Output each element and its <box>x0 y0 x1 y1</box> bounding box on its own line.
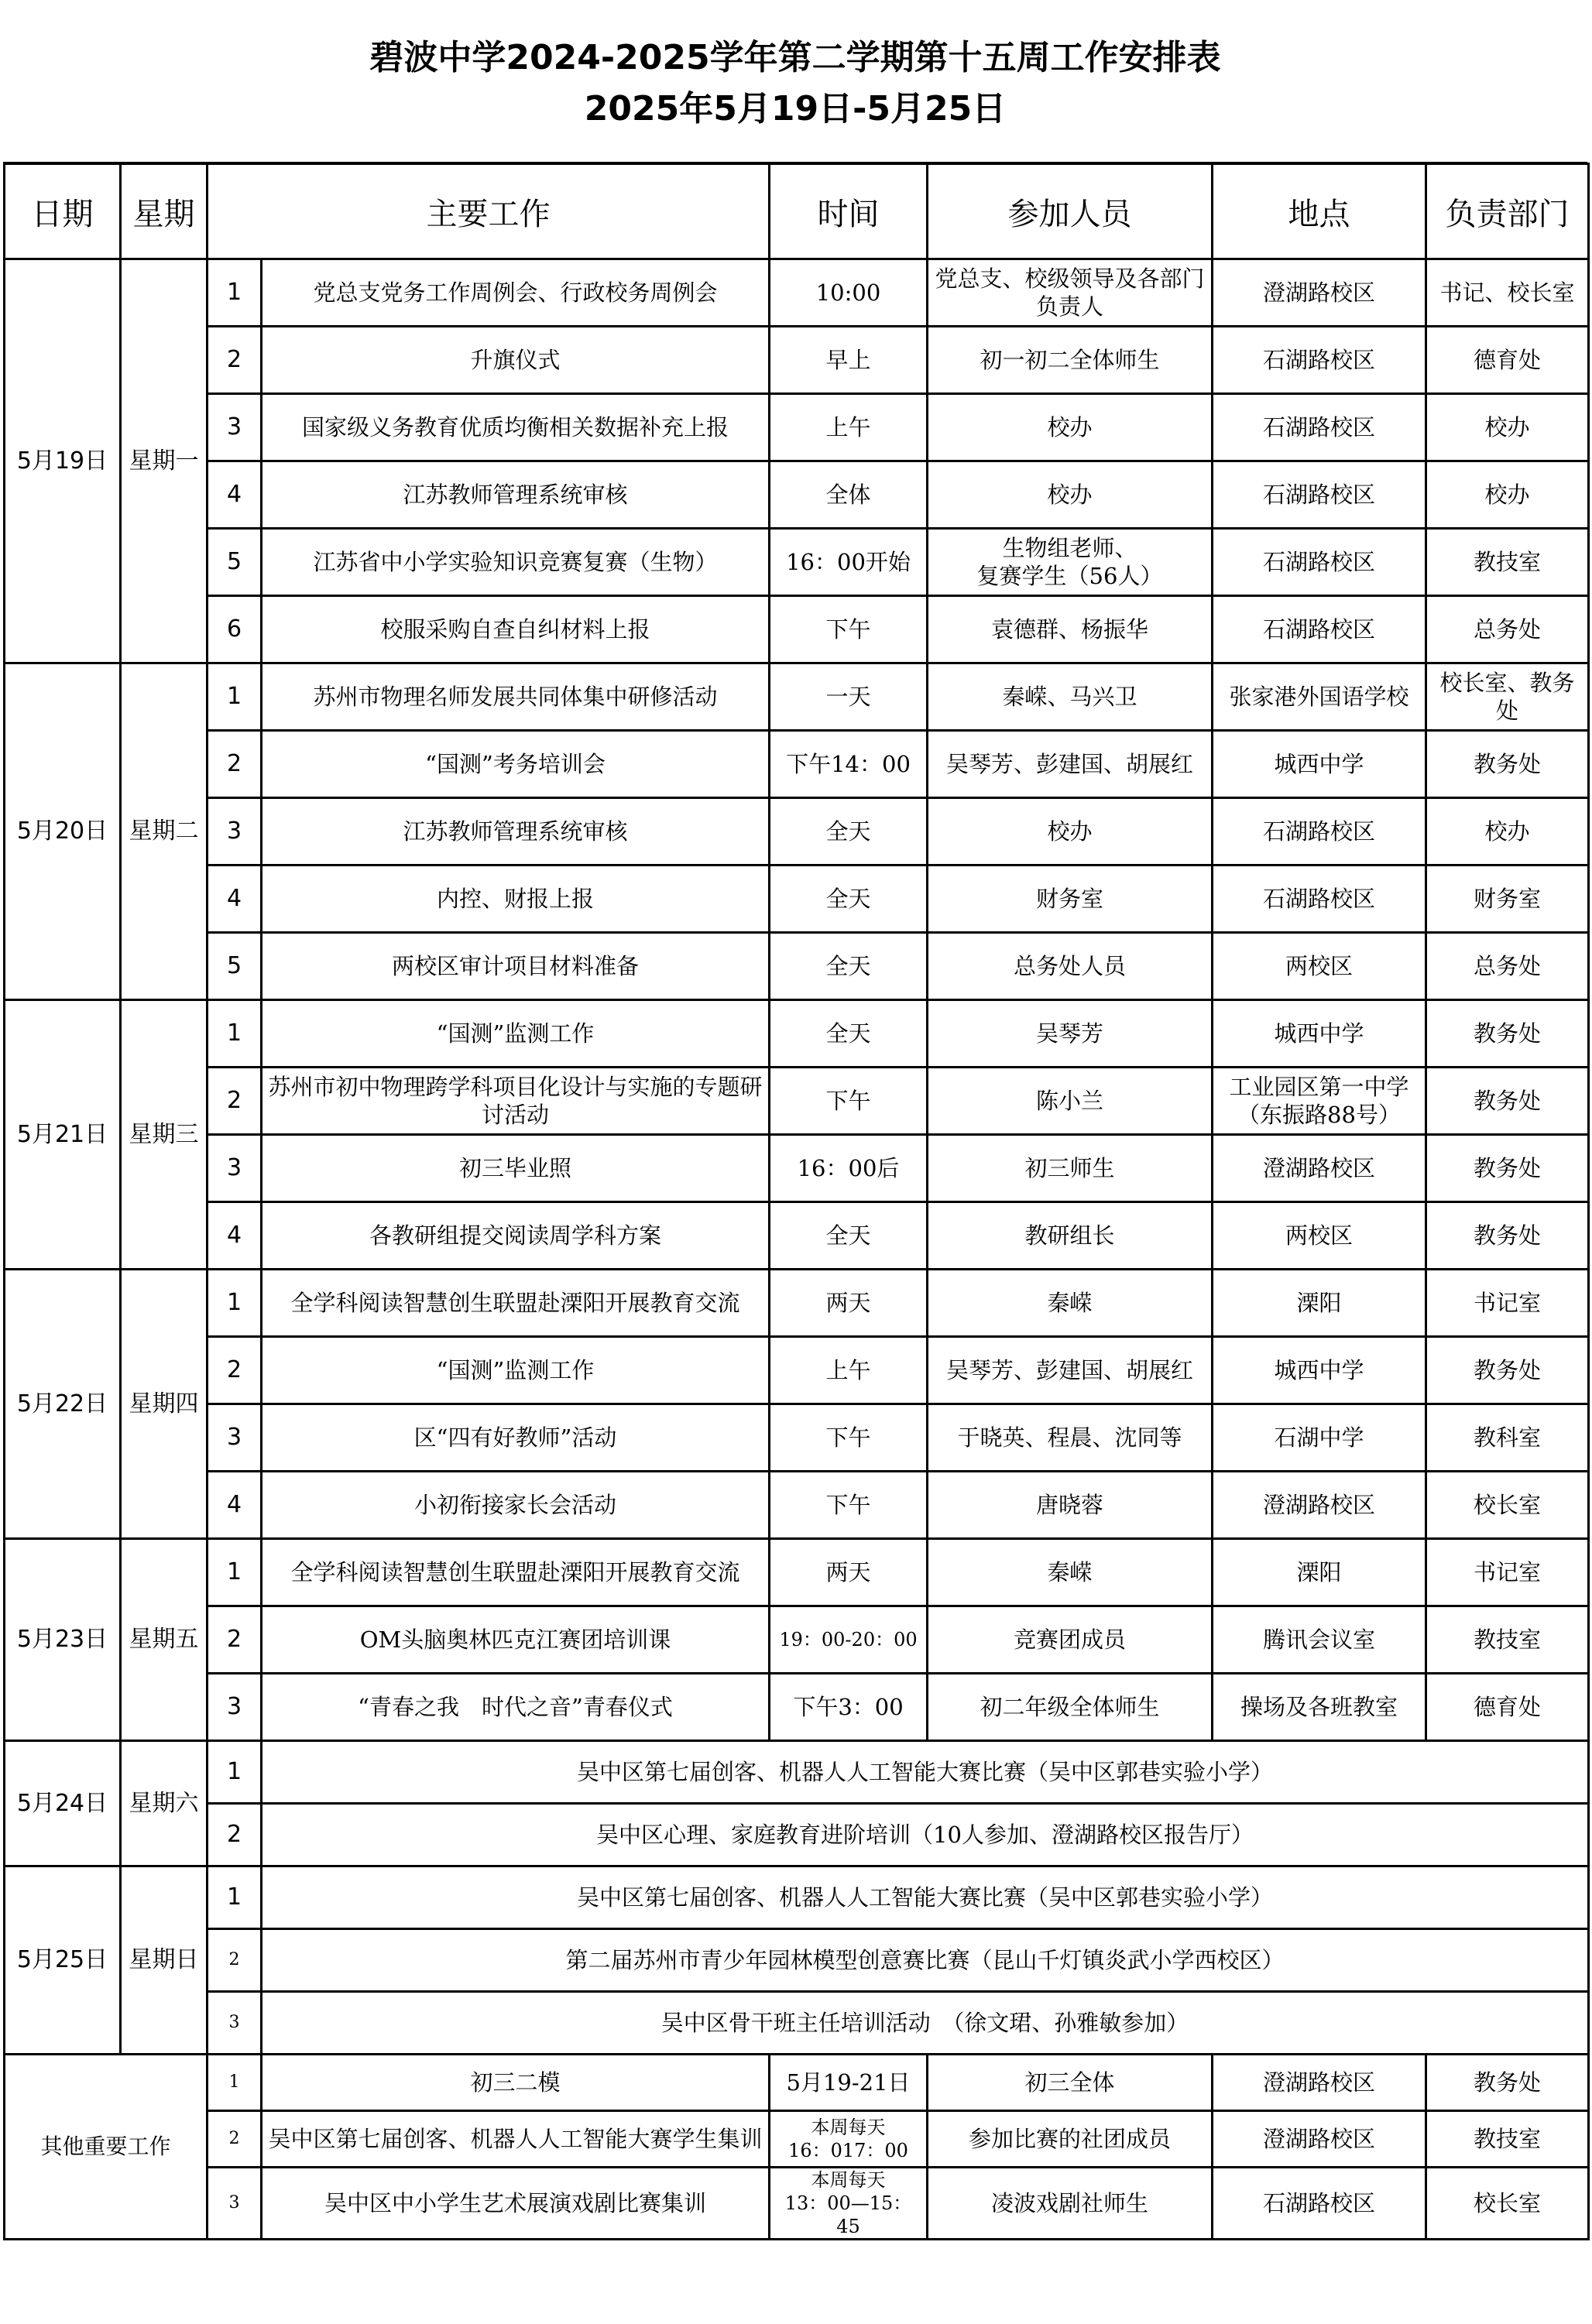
table-row <box>5 1270 1589 1337</box>
table-row <box>5 1068 1589 1135</box>
location-cell: 石湖路校区 <box>1213 327 1426 394</box>
header-work: 主要工作 <box>208 164 770 259</box>
table-row <box>5 1804 1589 1866</box>
item-number: 1 <box>208 1866 262 1929</box>
participants-cell: 校办 <box>928 798 1213 866</box>
table-row <box>5 663 1589 731</box>
location-cell: 溧阳 <box>1213 1270 1426 1337</box>
time-cell: 上午 <box>770 394 928 461</box>
participants-cell: 吴琴芳、彭建国、胡展红 <box>928 1337 1213 1404</box>
time-cell: 全天 <box>770 1202 928 1270</box>
work-cell: 小初衔接家长会活动 <box>262 1472 770 1539</box>
time-cell: 下午 <box>770 1068 928 1135</box>
table-row <box>5 1674 1589 1741</box>
header-date: 日期 <box>5 164 121 259</box>
event-cell: 吴中区心理、家庭教育进阶培训（10人参加、澄湖路校区报告厅） <box>262 1804 1589 1866</box>
department-cell: 教务处 <box>1426 1202 1589 1270</box>
table-row <box>5 1741 1589 1804</box>
department-cell: 教务处 <box>1426 1337 1589 1404</box>
location-cell: 操场及各班教室 <box>1213 1674 1426 1741</box>
time-cell: 5月19-21日 <box>770 2055 928 2111</box>
date-cell: 5月24日 <box>5 1741 121 1866</box>
location-cell: 城西中学 <box>1213 1000 1426 1068</box>
department-cell: 书记室 <box>1426 1539 1589 1606</box>
location-cell: 澄湖路校区 <box>1213 1472 1426 1539</box>
item-number: 2 <box>208 731 262 798</box>
time-cell: 全天 <box>770 866 928 933</box>
department-cell: 校长室 <box>1426 2168 1589 2240</box>
table-row <box>5 461 1589 529</box>
location-cell: 石湖路校区 <box>1213 866 1426 933</box>
item-number: 3 <box>208 394 262 461</box>
time-cell: 下午 <box>770 1404 928 1472</box>
work-cell: 两校区审计项目材料准备 <box>262 933 770 1000</box>
work-cell: 党总支党务工作周例会、行政校务周例会 <box>262 259 770 327</box>
item-number: 2 <box>208 1804 262 1866</box>
department-cell: 教务处 <box>1426 1135 1589 1202</box>
participants-cell: 初三师生 <box>928 1135 1213 1202</box>
work-cell: 校服采购自查自纠材料上报 <box>262 596 770 663</box>
header-department: 负责部门 <box>1426 164 1589 259</box>
work-cell: “国测”考务培训会 <box>262 731 770 798</box>
item-number: 3 <box>208 2168 262 2240</box>
work-cell: 江苏省中小学实验知识竞赛复赛（生物） <box>262 529 770 596</box>
participants-cell: 吴琴芳 <box>928 1000 1213 1068</box>
department-cell: 总务处 <box>1426 596 1589 663</box>
header-participants: 参加人员 <box>928 164 1213 259</box>
weekday-cell: 星期二 <box>121 663 208 1000</box>
department-cell: 校长室 <box>1426 1472 1589 1539</box>
department-cell: 校长室、教务处 <box>1426 663 1589 731</box>
location-cell: 张家港外国语学校 <box>1213 663 1426 731</box>
item-number: 4 <box>208 461 262 529</box>
participants-cell: 初三全体 <box>928 2055 1213 2111</box>
header-location: 地点 <box>1213 164 1426 259</box>
location-cell: 城西中学 <box>1213 731 1426 798</box>
page-title: 碧波中学2024-2025学年第二学期第十五周工作安排表 <box>369 38 1221 77</box>
department-cell: 总务处 <box>1426 933 1589 1000</box>
item-number: 4 <box>208 1472 262 1539</box>
participants-cell: 秦嵘、马兴卫 <box>928 663 1213 731</box>
title-block <box>3 3 1587 164</box>
time-cell: 下午3：00 <box>770 1674 928 1741</box>
date-cell: 5月21日 <box>5 1000 121 1270</box>
event-cell: 吴中区第七届创客、机器人人工智能大赛比赛（吴中区郭巷实验小学） <box>262 1741 1589 1804</box>
location-cell: 石湖路校区 <box>1213 2168 1426 2240</box>
department-cell: 校办 <box>1426 798 1589 866</box>
time-cell: 一天 <box>770 663 928 731</box>
table-row <box>5 1992 1589 2055</box>
time-cell: 16：00开始 <box>770 529 928 596</box>
time-cell: 两天 <box>770 1539 928 1606</box>
item-number: 1 <box>208 663 262 731</box>
table-row <box>5 259 1589 327</box>
work-cell: 初三毕业照 <box>262 1135 770 1202</box>
item-number: 1 <box>208 2055 262 2111</box>
work-cell: 吴中区第七届创客、机器人人工智能大赛学生集训 <box>262 2111 770 2168</box>
department-cell: 书记、校长室 <box>1426 259 1589 327</box>
schedule-table <box>3 163 1590 2240</box>
location-cell: 石湖路校区 <box>1213 394 1426 461</box>
time-cell: 早上 <box>770 327 928 394</box>
time-cell: 下午 <box>770 1472 928 1539</box>
item-number: 6 <box>208 596 262 663</box>
participants-cell: 陈小兰 <box>928 1068 1213 1135</box>
work-cell: 国家级义务教育优质均衡相关数据补充上报 <box>262 394 770 461</box>
date-cell: 5月23日 <box>5 1539 121 1741</box>
time-cell: 10:00 <box>770 259 928 327</box>
work-cell: 全学科阅读智慧创生联盟赴溧阳开展教育交流 <box>262 1539 770 1606</box>
table-row <box>5 2055 1589 2111</box>
time-cell: 全天 <box>770 933 928 1000</box>
participants-cell: 生物组老师、 复赛学生（56人） <box>928 529 1213 596</box>
time-cell: 19：00-20：00 <box>770 1606 928 1674</box>
department-cell: 书记室 <box>1426 1270 1589 1337</box>
department-cell: 财务室 <box>1426 866 1589 933</box>
work-cell: 初三二模 <box>262 2055 770 2111</box>
work-cell: “国测”监测工作 <box>262 1337 770 1404</box>
table-row <box>5 1606 1589 1674</box>
location-cell: 石湖路校区 <box>1213 461 1426 529</box>
department-cell: 教技室 <box>1426 529 1589 596</box>
location-cell: 工业园区第一中学 （东振路88号） <box>1213 1068 1426 1135</box>
weekday-cell: 星期四 <box>121 1270 208 1539</box>
item-number: 5 <box>208 933 262 1000</box>
department-cell: 教科室 <box>1426 1404 1589 1472</box>
participants-cell: 初二年级全体师生 <box>928 1674 1213 1741</box>
event-cell: 吴中区第七届创客、机器人人工智能大赛比赛（吴中区郭巷实验小学） <box>262 1866 1589 1929</box>
location-cell: 石湖中学 <box>1213 1404 1426 1472</box>
location-cell: 澄湖路校区 <box>1213 259 1426 327</box>
item-number: 1 <box>208 1741 262 1804</box>
work-cell: OM头脑奥林匹克江赛团培训课 <box>262 1606 770 1674</box>
table-row <box>5 2168 1589 2240</box>
table-row <box>5 1404 1589 1472</box>
table-row <box>5 1337 1589 1404</box>
location-cell: 石湖路校区 <box>1213 529 1426 596</box>
participants-cell: 唐晓蓉 <box>928 1472 1213 1539</box>
participants-cell: 秦嵘 <box>928 1270 1213 1337</box>
time-cell: 本周每天 16：017：00 <box>770 2111 928 2168</box>
item-number: 3 <box>208 1992 262 2055</box>
item-number: 2 <box>208 1929 262 1992</box>
table-row <box>5 394 1589 461</box>
table-row <box>5 1472 1589 1539</box>
item-number: 2 <box>208 2111 262 2168</box>
date-range: 2025年5月19日-5月25日 <box>584 89 1007 129</box>
table-row <box>5 1000 1589 1068</box>
header-weekday: 星期 <box>121 164 208 259</box>
item-number: 1 <box>208 1539 262 1606</box>
participants-cell: 秦嵘 <box>928 1539 1213 1606</box>
department-cell: 教技室 <box>1426 1606 1589 1674</box>
weekday-cell: 星期日 <box>121 1866 208 2055</box>
item-number: 3 <box>208 1674 262 1741</box>
date-cell: 5月20日 <box>5 663 121 1000</box>
work-cell: 苏州市物理名师发展共同体集中研修活动 <box>262 663 770 731</box>
location-cell: 澄湖路校区 <box>1213 2055 1426 2111</box>
department-cell: 德育处 <box>1426 327 1589 394</box>
participants-cell: 校办 <box>928 461 1213 529</box>
department-cell: 教务处 <box>1426 2055 1589 2111</box>
date-cell: 5月22日 <box>5 1270 121 1539</box>
work-cell: 江苏教师管理系统审核 <box>262 461 770 529</box>
location-cell: 溧阳 <box>1213 1539 1426 1606</box>
table-row <box>5 798 1589 866</box>
work-cell: 苏州市初中物理跨学科项目化设计与实施的专题研讨活动 <box>262 1068 770 1135</box>
time-cell: 下午 <box>770 596 928 663</box>
participants-cell: 党总支、校级领导及各部门负责人 <box>928 259 1213 327</box>
date-cell: 5月25日 <box>5 1866 121 2055</box>
event-cell: 第二届苏州市青少年园林模型创意赛比赛（昆山千灯镇炎武小学西校区） <box>262 1929 1589 1992</box>
work-cell: 内控、财报上报 <box>262 866 770 933</box>
item-number: 1 <box>208 1270 262 1337</box>
work-cell: 吴中区中小学生艺术展演戏剧比赛集训 <box>262 2168 770 2240</box>
participants-cell: 参加比赛的社团成员 <box>928 2111 1213 2168</box>
table-row <box>5 596 1589 663</box>
work-cell: “国测”监测工作 <box>262 1000 770 1068</box>
location-cell: 城西中学 <box>1213 1337 1426 1404</box>
time-cell: 下午14：00 <box>770 731 928 798</box>
table-row <box>5 1866 1589 1929</box>
participants-cell: 凌波戏剧社师生 <box>928 2168 1213 2240</box>
table-row <box>5 2111 1589 2168</box>
weekday-cell: 星期一 <box>121 259 208 663</box>
department-cell: 校办 <box>1426 461 1589 529</box>
table-row <box>5 933 1589 1000</box>
participants-cell: 校办 <box>928 394 1213 461</box>
time-cell: 本周每天 13：00—15：45 <box>770 2168 928 2240</box>
time-cell: 16：00后 <box>770 1135 928 1202</box>
department-cell: 教技室 <box>1426 2111 1589 2168</box>
item-number: 1 <box>208 1000 262 1068</box>
item-number: 2 <box>208 1068 262 1135</box>
work-cell: 升旗仪式 <box>262 327 770 394</box>
department-cell: 教务处 <box>1426 1000 1589 1068</box>
item-number: 3 <box>208 798 262 866</box>
item-number: 1 <box>208 259 262 327</box>
item-number: 4 <box>208 866 262 933</box>
item-number: 5 <box>208 529 262 596</box>
work-cell: “青春之我 时代之音”青春仪式 <box>262 1674 770 1741</box>
table-row <box>5 1929 1589 1992</box>
participants-cell: 于晓英、程晨、沈同等 <box>928 1404 1213 1472</box>
weekday-cell: 星期三 <box>121 1000 208 1270</box>
table-row <box>5 1539 1589 1606</box>
weekday-cell: 星期六 <box>121 1741 208 1866</box>
location-cell: 澄湖路校区 <box>1213 2111 1426 2168</box>
item-number: 3 <box>208 1135 262 1202</box>
time-cell: 全天 <box>770 798 928 866</box>
work-cell: 全学科阅读智慧创生联盟赴溧阳开展教育交流 <box>262 1270 770 1337</box>
participants-cell: 吴琴芳、彭建国、胡展红 <box>928 731 1213 798</box>
department-cell: 教务处 <box>1426 1068 1589 1135</box>
time-cell: 全天 <box>770 1000 928 1068</box>
weekday-cell: 星期五 <box>121 1539 208 1741</box>
location-cell: 澄湖路校区 <box>1213 1135 1426 1202</box>
location-cell: 两校区 <box>1213 933 1426 1000</box>
participants-cell: 竞赛团成员 <box>928 1606 1213 1674</box>
item-number: 2 <box>208 327 262 394</box>
location-cell: 石湖路校区 <box>1213 798 1426 866</box>
table-row <box>5 866 1589 933</box>
department-cell: 校办 <box>1426 394 1589 461</box>
event-cell: 吴中区骨干班主任培训活动 （徐文珺、孙雅敏参加） <box>262 1992 1589 2055</box>
table-row <box>5 1202 1589 1270</box>
participants-cell: 初一初二全体师生 <box>928 327 1213 394</box>
work-cell: 各教研组提交阅读周学科方案 <box>262 1202 770 1270</box>
item-number: 3 <box>208 1404 262 1472</box>
time-cell: 全体 <box>770 461 928 529</box>
table-row <box>5 731 1589 798</box>
header-row <box>5 164 1589 259</box>
participants-cell: 袁德群、杨振华 <box>928 596 1213 663</box>
other-work-label: 其他重要工作 <box>5 2055 208 2240</box>
item-number: 2 <box>208 1337 262 1404</box>
work-cell: 区“四有好教师”活动 <box>262 1404 770 1472</box>
time-cell: 上午 <box>770 1337 928 1404</box>
participants-cell: 财务室 <box>928 866 1213 933</box>
item-number: 2 <box>208 1606 262 1674</box>
time-cell: 两天 <box>770 1270 928 1337</box>
work-cell: 江苏教师管理系统审核 <box>262 798 770 866</box>
table-row <box>5 529 1589 596</box>
participants-cell: 总务处人员 <box>928 933 1213 1000</box>
department-cell: 德育处 <box>1426 1674 1589 1741</box>
location-cell: 腾讯会议室 <box>1213 1606 1426 1674</box>
location-cell: 石湖路校区 <box>1213 596 1426 663</box>
department-cell: 教务处 <box>1426 731 1589 798</box>
table-row <box>5 1135 1589 1202</box>
item-number: 4 <box>208 1202 262 1270</box>
table-row <box>5 327 1589 394</box>
header-time: 时间 <box>770 164 928 259</box>
participants-cell: 教研组长 <box>928 1202 1213 1270</box>
date-cell: 5月19日 <box>5 259 121 663</box>
location-cell: 两校区 <box>1213 1202 1426 1270</box>
